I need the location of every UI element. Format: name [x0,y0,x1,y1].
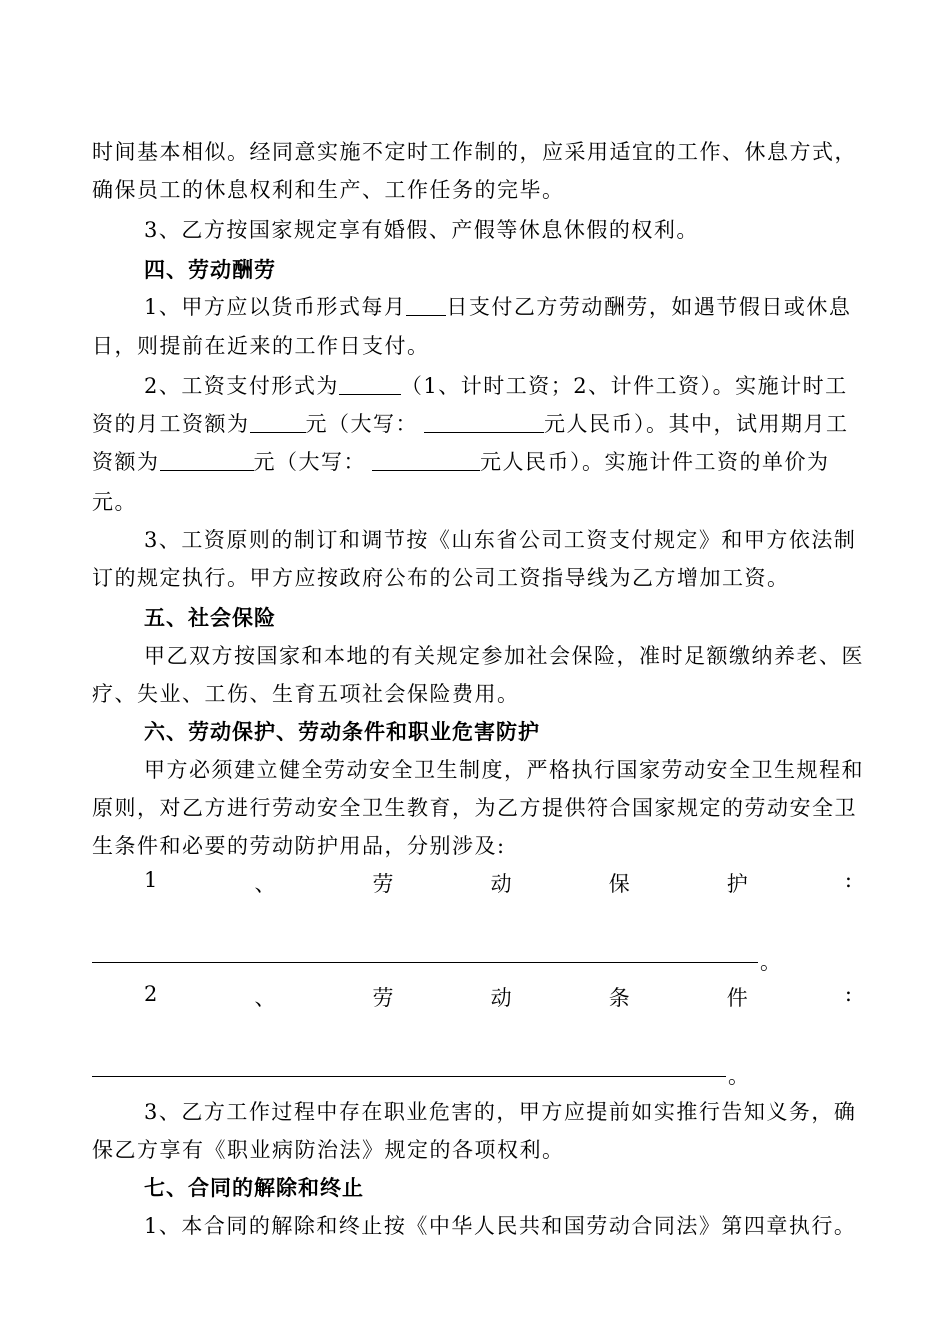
spread-char: 件 [726,986,748,1010]
probation-wage-words-blank[interactable] [372,450,480,471]
paragraph-line: 订的规定执行。甲方应按政府公布的公司工资指导线为乙方增加工资。 [92,566,790,590]
text-span: 元人民币）。其中，试用期月工 [544,412,849,436]
text-span: 1、甲方应以货币形式每月 [144,295,407,319]
pay-form-blank[interactable] [339,374,401,395]
probation-wage-blank[interactable] [160,450,254,471]
monthly-wage-words-blank[interactable] [424,412,544,433]
text-span: 资的月工资额为 [92,412,250,436]
paragraph-line: 3、工资原则的制订和调节按《山东省公司工资支付规定》和甲方依法制 [144,528,857,552]
text-span: 元（大写： [253,450,366,474]
text-span: 日支付乙方劳动酬劳，如遇节假日或休息 [446,295,852,319]
pay-day-blank[interactable] [406,295,446,316]
spread-char: 条 [608,986,630,1010]
text-span: （1、计时工资；2、计件工资）。实施计时工 [400,374,848,398]
paragraph-line [92,446,858,476]
paragraph-line: 确保员工的休息权利和生产、工作任务的完毕。 [92,178,565,202]
paragraph-line: 原则，对乙方进行劳动安全卫生教育，为乙方提供符合国家规定的劳动安全卫 [92,796,857,820]
paragraph-line: 3、乙方按国家规定享有婚假、产假等休息休假的权利。 [144,218,699,242]
text-span: 2、工资支付形式为 [144,374,339,398]
paragraph-line: 保乙方享有《职业病防治法》规定的各项权利。 [92,1138,565,1162]
paragraph-line: 3、乙方工作过程中存在职业危害的，甲方应提前如实推行告知义务，确 [144,1100,857,1124]
spread-char: 2 [144,982,158,1006]
paragraph-line: 元。 [92,490,137,514]
period-mark: 。 [760,950,781,974]
spread-char: 劳 [372,872,394,896]
paragraph-line: 疗、失业、工伤、生育五项社会保险费用。 [92,682,520,706]
spread-char: 1 [144,868,158,892]
paragraph-line [144,291,858,321]
paragraph-line: 甲乙双方按国家和本地的有关规定参加社会保险，准时足额缴纳养老、医 [144,644,864,668]
paragraph-line: 时间基本相似。经同意实施不定时工作制的，应采用适宜的工作、休息方式， [92,140,857,164]
labor-conditions-blank-line[interactable] [92,1076,726,1077]
spread-char: 护 [726,872,748,896]
labor-protection-item [144,868,852,898]
spread-char: : [844,868,852,892]
labor-protection-blank-line[interactable] [92,962,758,963]
text-span: 元人民币）。实施计件工资的单价为 [480,450,830,474]
text-span: 元（大写： [305,412,418,436]
section-heading-7: 七、合同的解除和终止 [144,1176,364,1200]
spread-char: : [844,982,852,1006]
paragraph-line [92,408,858,438]
paragraph-line: 日，则提前在近来的工作日支付。 [92,334,430,358]
paragraph-line: 生条件和必要的劳动防护用品，分别涉及: [92,834,506,858]
paragraph-line: 甲方必须建立健全劳动安全卫生制度，严格执行国家劳动安全卫生规程和 [144,758,864,782]
spread-char: 、 [254,872,276,896]
period-mark: 。 [728,1064,749,1088]
section-heading-6: 六、劳动保护、劳动条件和职业危害防护 [144,720,540,744]
spread-char: 、 [254,986,276,1010]
monthly-wage-blank[interactable] [250,412,306,433]
section-heading-5: 五、社会保险 [144,606,276,630]
spread-char: 保 [608,872,630,896]
spread-char: 劳 [372,986,394,1010]
labor-conditions-item [144,982,852,1012]
paragraph-line [144,370,858,400]
section-heading-4: 四、劳动酬劳 [144,258,276,282]
text-span: 资额为 [92,450,160,474]
spread-char: 动 [490,872,512,896]
spread-char: 动 [490,986,512,1010]
paragraph-line: 1、本合同的解除和终止按《中华人民共和国劳动合同法》第四章执行。 [144,1214,857,1238]
